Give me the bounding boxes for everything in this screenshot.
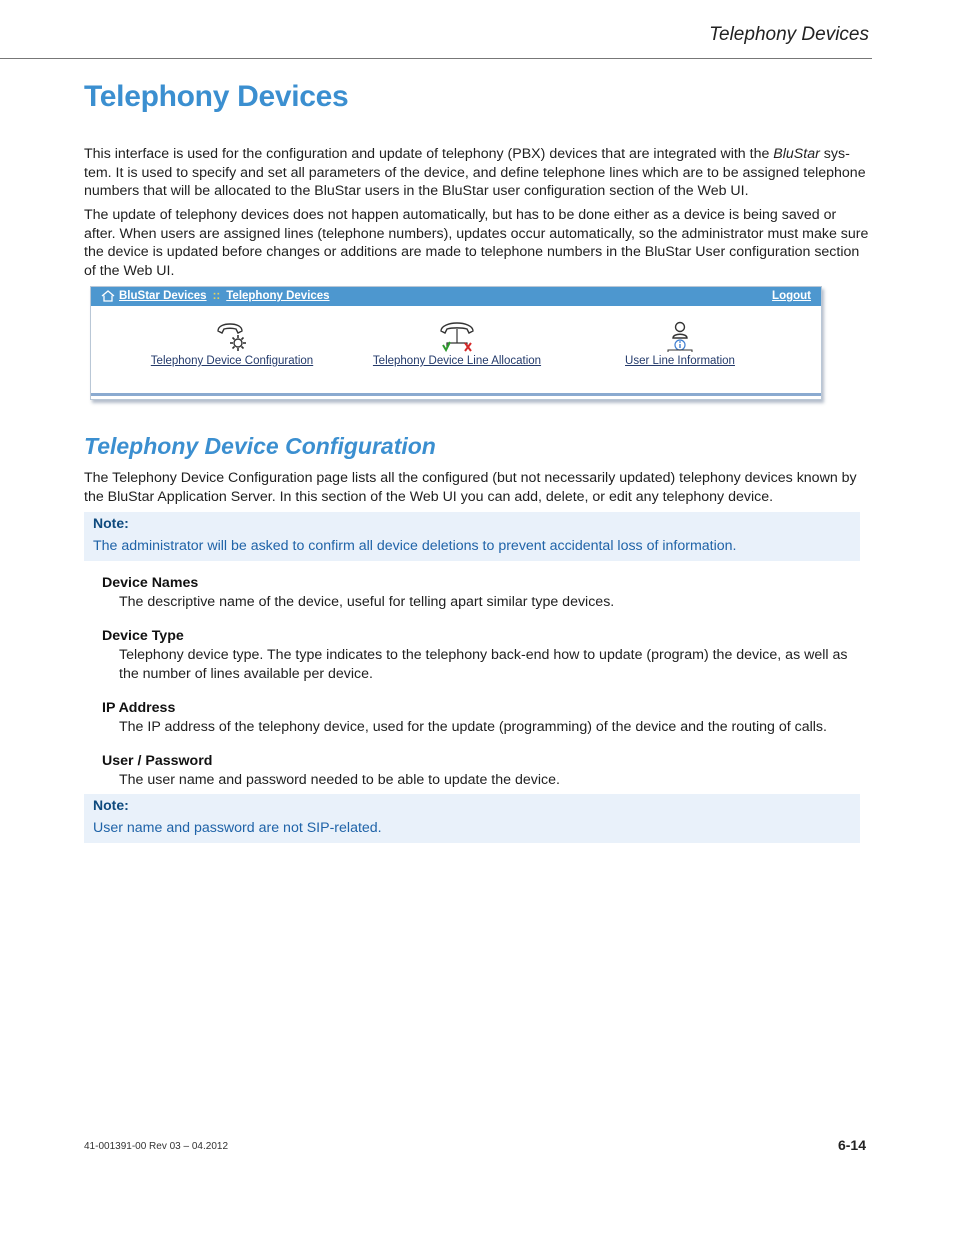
intro-p1-text-a: This interface is used for the configuration and update of telephony (PBX) devices that are integrated with the <box>84 146 774 162</box>
footer-doc-id: 41-001391-00 Rev 03 – 04.2012 <box>84 1141 229 1152</box>
field-term: User / Password <box>102 753 213 769</box>
webui-bottom-border <box>91 393 821 396</box>
field-definition: The IP address of the telephony device, used for the update (programming) of the device and the routing of calls. <box>119 719 827 735</box>
intro-p1-product-name: BluStar <box>773 146 820 162</box>
field-definition: Telephony device type. The type indicates to the telephony back-end how to update (program) the device, as well as the number of lines available per device. <box>119 647 848 682</box>
webui-item-user-line-information[interactable] <box>605 321 755 367</box>
note-box <box>84 512 860 561</box>
webui-item-label[interactable]: User Line Information <box>625 355 735 367</box>
field-definition: The user name and password needed to be able to update the device. <box>119 772 560 788</box>
note-label: Note: <box>93 797 129 813</box>
phone-gear-icon <box>212 321 252 353</box>
home-icon[interactable] <box>101 290 115 302</box>
section-title: Telephony Device Configuration <box>84 433 436 459</box>
header-rule <box>0 58 872 59</box>
field-definition: The descriptive name of the device, useful for telling apart similar type devices. <box>119 594 615 610</box>
footer-page-number: 6-14 <box>837 1137 866 1153</box>
webui-screenshot <box>90 286 822 400</box>
webui-nav-bar <box>91 287 821 306</box>
running-header-title: Telephony Devices <box>709 24 869 45</box>
breadcrumb <box>101 290 330 302</box>
breadcrumb-telephony-devices-link[interactable]: Telephony Devices <box>226 290 330 302</box>
note-text: User name and password are not SIP-related. <box>93 820 382 836</box>
intro-paragraph-2: The update of telephony devices does not happen automatically, but has to be done either as a device is being saved or after. When users are assigned lines (telephone numbers), updates occur automatically, so the administrator must make sure the device is updated before changes or additions are made to telephone numbers in the BluStar User configuration section of the Web UI. <box>84 207 869 279</box>
field-term: Device Type <box>102 628 184 644</box>
user-info-icon <box>665 321 695 353</box>
intro-paragraph-1 <box>84 145 870 201</box>
logout-link[interactable]: Logout <box>772 290 811 302</box>
phone-line-allocation-icon <box>435 321 479 353</box>
webui-item-telephony-device-line-allocation[interactable] <box>367 321 547 367</box>
note-box <box>84 794 860 843</box>
breadcrumb-separator: :: <box>212 290 221 302</box>
webui-item-label[interactable]: Telephony Device Line Allocation <box>372 355 542 367</box>
note-text: The administrator will be asked to confirm all device deletions to prevent accidental loss of information. <box>93 538 737 554</box>
section-intro: The Telephony Device Configuration page lists all the configured (but not necessarily updated) telephony devices known by the BluStar Application Server. In this section of the Web UI you can add, delete, or edit any telephony device. <box>84 470 857 505</box>
field-term: Device Names <box>102 575 199 591</box>
intro-p1-text-b: system. It is used to specify and set all parameters of the device, and define telephone lines which are to be assigned telephone numbers that will be allocated to the BluStar users in the BluStar user configuration section of the Web UI. <box>84 146 866 200</box>
breadcrumb-blustar-devices-link[interactable]: BluStar Devices <box>119 290 207 302</box>
note-label: Note: <box>93 515 129 531</box>
webui-item-telephony-device-configuration[interactable] <box>147 321 317 367</box>
field-term: IP Address <box>102 700 176 716</box>
page-title: Telephony Devices <box>84 80 349 113</box>
webui-item-label[interactable]: Telephony Device Configuration <box>150 355 314 367</box>
